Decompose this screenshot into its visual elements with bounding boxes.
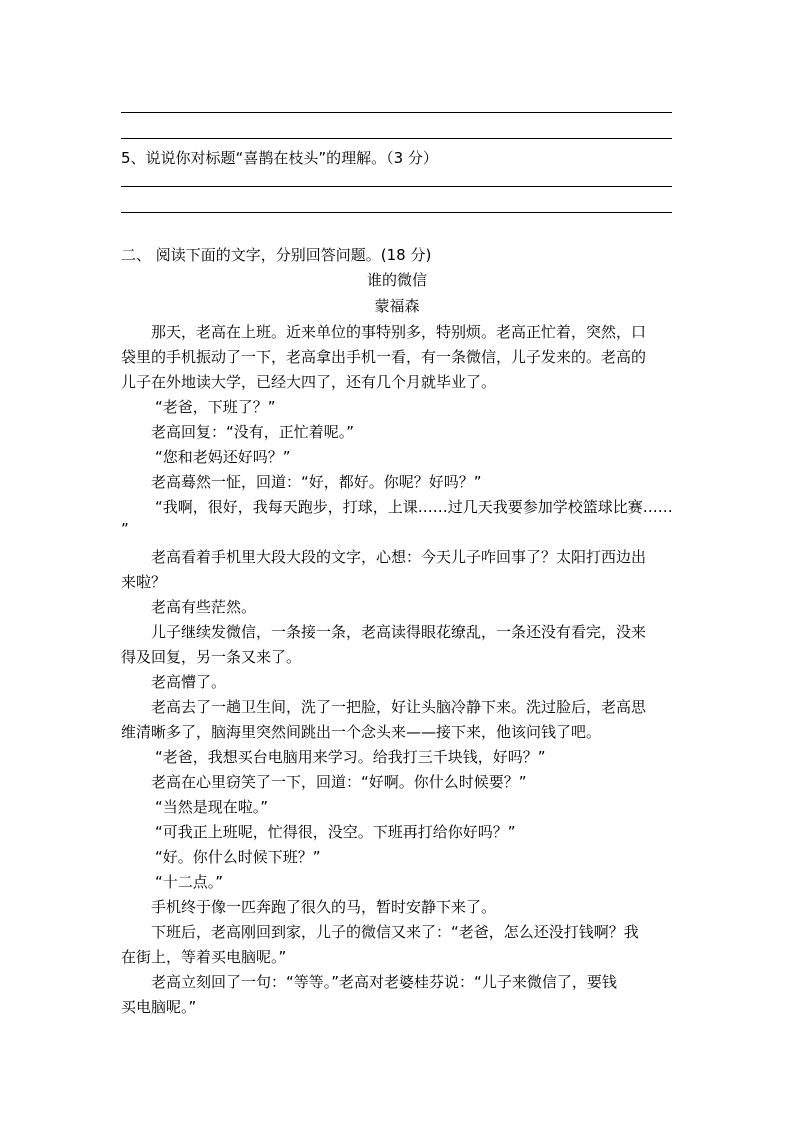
text-line: 在街上，等着买电脑呢。” (121, 948, 287, 966)
text-line: “老爸，下班了？” (155, 398, 276, 416)
text-line: 维清晰多了，脑海里突然间跳出一个念头来——接下来，他该问钱了吧。 (121, 723, 602, 741)
question-5: 5、说说你对标题“喜鹊在枝头”的理解。（3 分） (121, 149, 438, 167)
text-line: 袋里的手机振动了一下，老高拿出手机一看，有一条微信，儿子发来的。老高的 (121, 348, 647, 366)
text-line: “当然是现在啦。” (155, 798, 269, 816)
text-line: 老高懵了。 (151, 673, 227, 691)
text-line: 老高立刻回了一句：“等等。”老高对老婆桂芬说：“儿子来微信了，要钱 (151, 973, 617, 991)
section-heading: 二、 阅读下面的文字，分别回答问题。(18 分) (121, 246, 432, 264)
text-line: 儿子继续发微信，一条接一条，老高读得眼花缭乱，一条还没有看完，没来 (151, 623, 647, 641)
text-line: 得及回复，另一条又来了。 (121, 648, 302, 666)
article-author: 蒙福森 (374, 297, 420, 315)
text-line: 老高看着手机里大段大段的文字，心想：今天儿子咋回事了？太阳打西边出 (151, 548, 647, 566)
answer-line (121, 138, 672, 139)
article-title: 谁的微信 (366, 271, 427, 289)
text-line: ” (121, 520, 129, 538)
text-line: “可我正上班呢，忙得很，没空。下班再打给你好吗？” (155, 823, 516, 841)
text-line: 下班后，老高刚回到家，儿子的微信又来了：“老爸，怎么还没打钱啊？我 (151, 923, 639, 941)
answer-line (121, 186, 672, 187)
text-line: “老爸，我想买台电脑用来学习。给我打三千块钱，好吗？” (155, 748, 546, 766)
text-line: 老高有些茫然。 (151, 598, 257, 616)
text-line: 手机终于像一匹奔跑了很久的马，暂时安静下来了。 (151, 898, 497, 916)
text-line: “我啊，很好，我每天跑步，打球，上课……过几天我要参加学校篮球比赛…… (155, 498, 673, 516)
text-line: “好。你什么时候下班？” (155, 848, 321, 866)
text-line: “您和老妈还好吗？” (155, 448, 291, 466)
answer-line (121, 112, 672, 113)
text-line: “十二点。” (155, 873, 224, 891)
text-line: 老高蓦然一怔，回道：“好，都好。你呢？好吗？” (151, 473, 482, 491)
text-line: 老高在心里窃笑了一下，回道：“好啊。你什么时候要？” (151, 773, 527, 791)
text-line: 老高回复：“没有，正忙着呢。” (151, 423, 355, 441)
text-line: 儿子在外地读大学，已经大四了，还有几个月就毕业了。 (121, 373, 497, 391)
text-line: 老高去了一趟卫生间，洗了一把脸，好让头脑冷静下来。洗过脸后，老高思 (151, 698, 647, 716)
text-line: 买电脑呢。” (121, 998, 197, 1016)
answer-line (121, 212, 672, 213)
text-line: 那天，老高在上班。近来单位的事特别多，特别烦。老高正忙着，突然，口 (151, 323, 647, 341)
text-line: 来啦？ (121, 573, 167, 591)
